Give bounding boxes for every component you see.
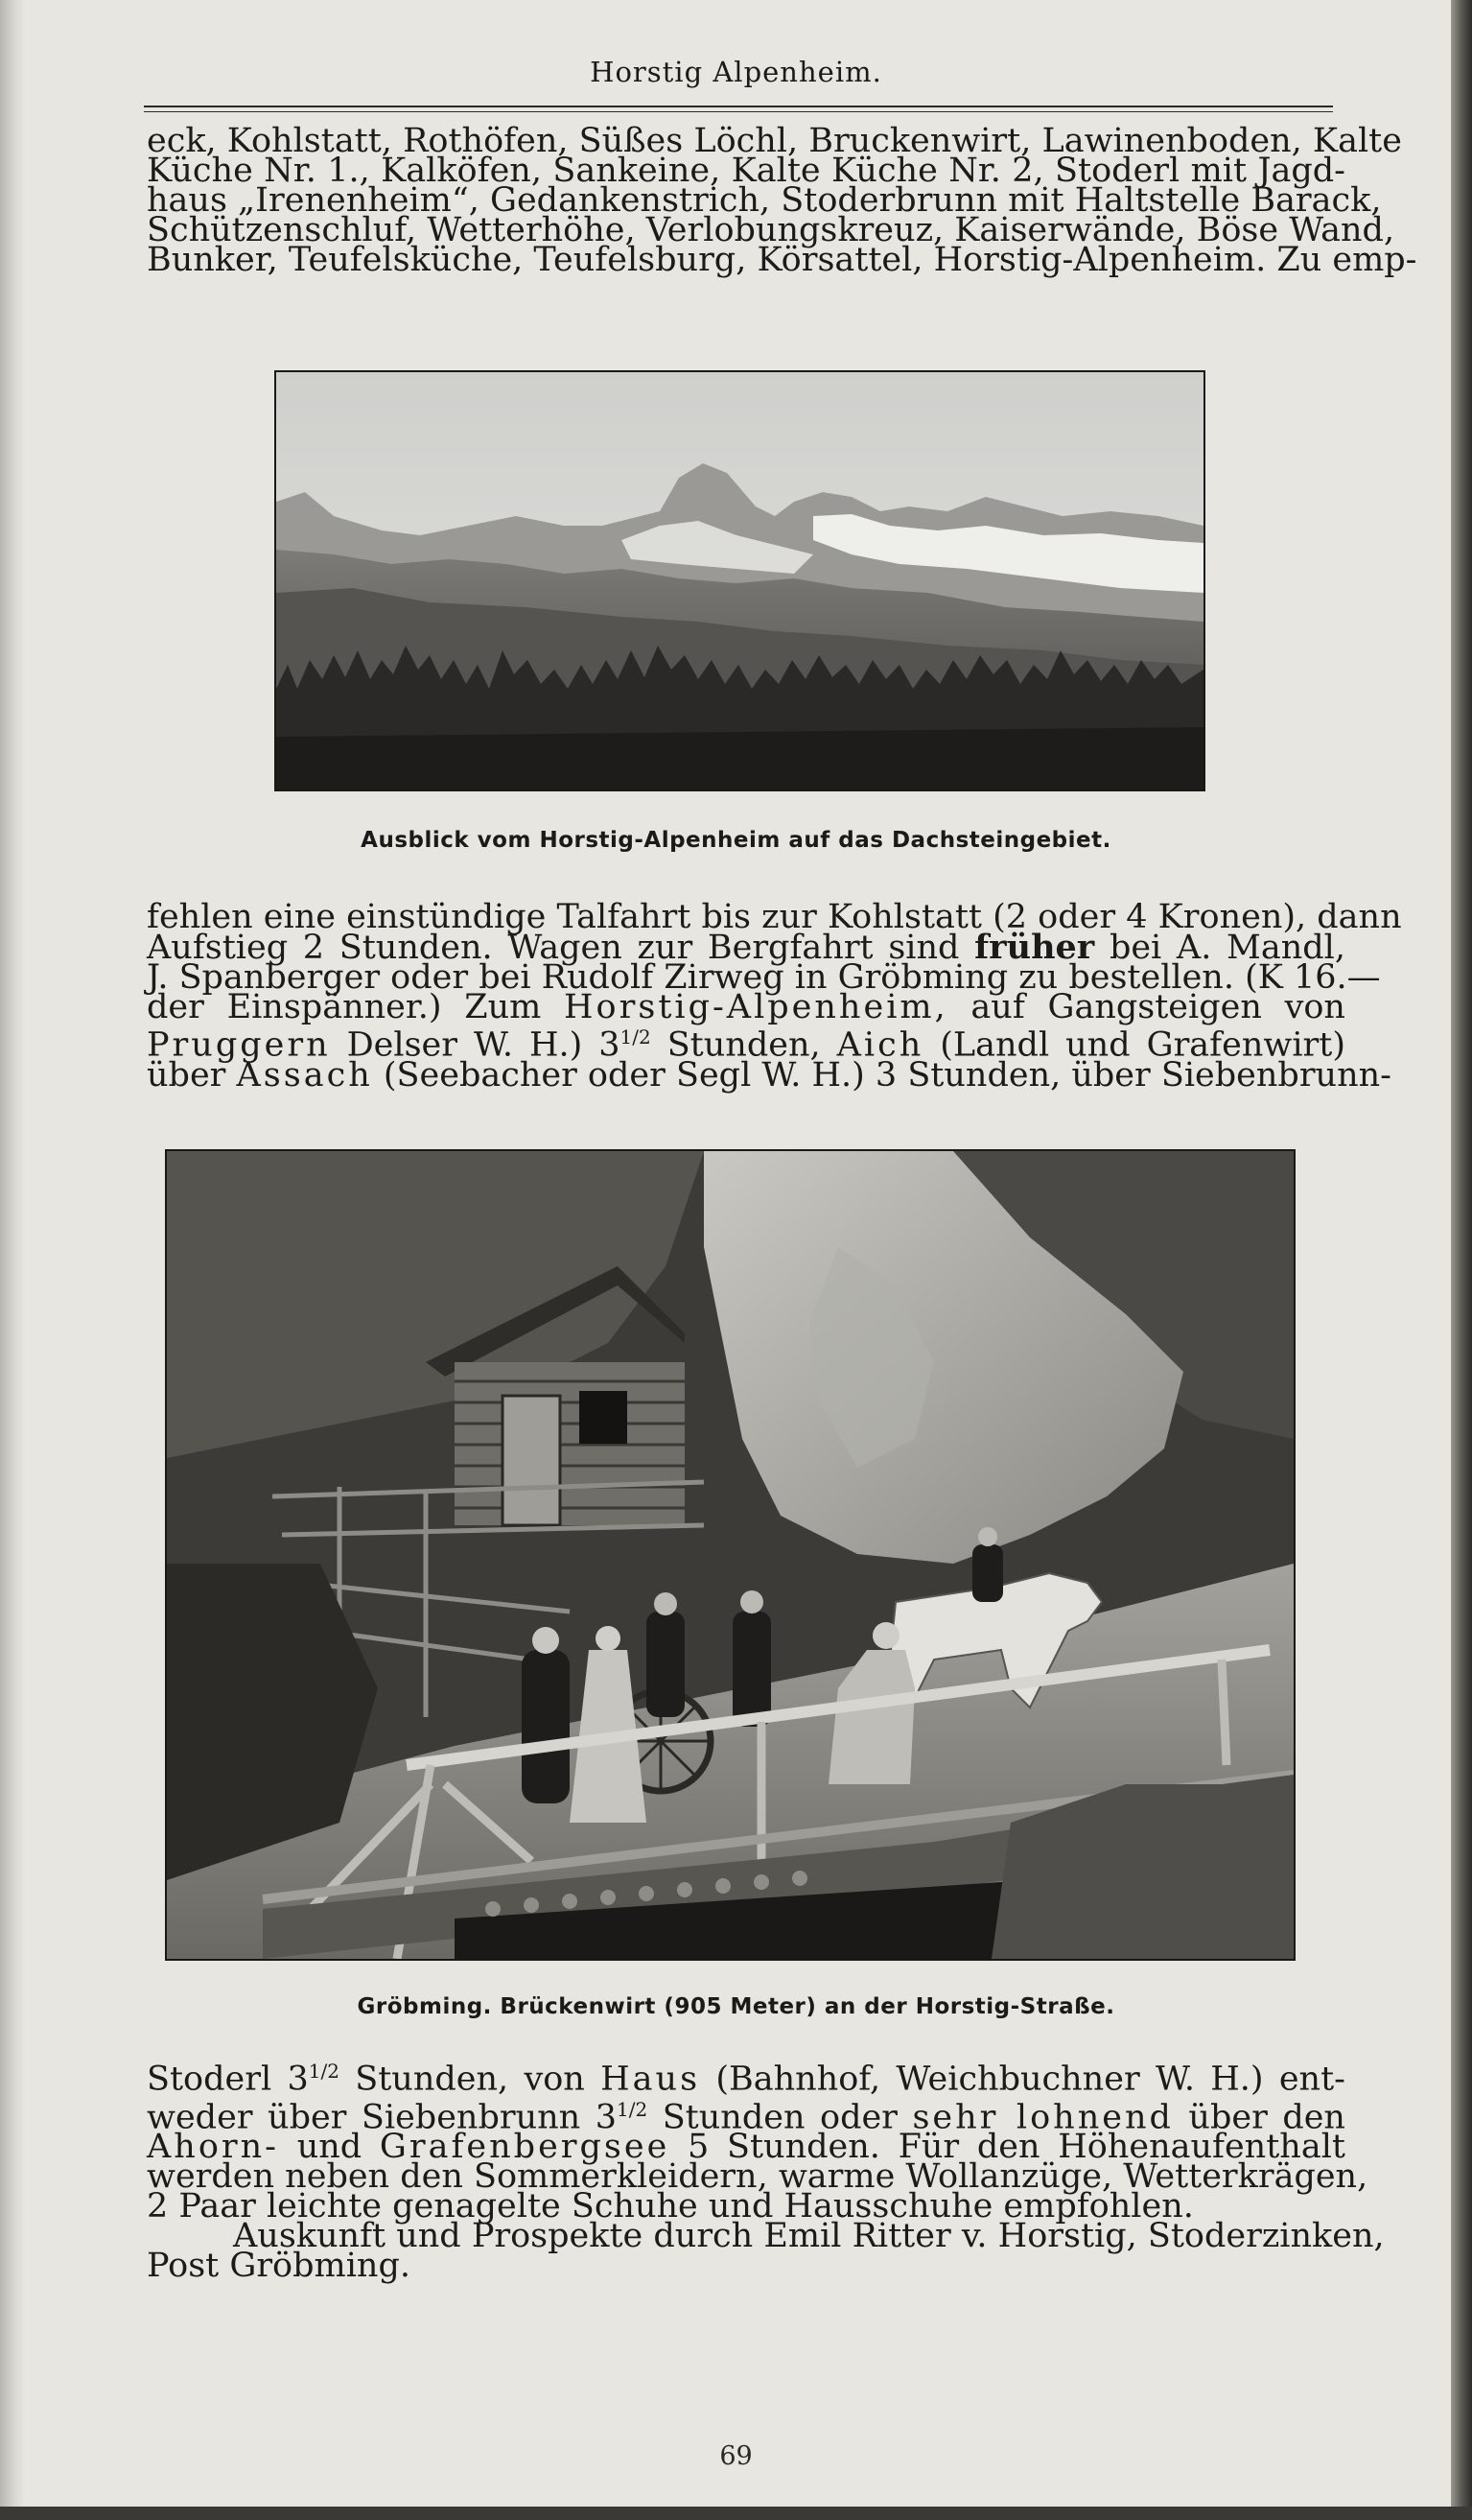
header-rule-thin [144, 111, 1333, 112]
text-segment: (Seebacher oder Segl W. H.) 3 Stunden, über Siebenbrunn- [383, 1055, 1392, 1095]
figure-2-caption: Gröbming. Brückenwirt (905 Meter) an der Horstig-Straße. [357, 1994, 1115, 2019]
text-line: Küche Nr. 1., Kalköfen, Sankeine, Kalte Küche Nr. 2, Stoderl mit Jagd- [147, 152, 1345, 190]
fraction: 1/2 [617, 2097, 648, 2121]
text-segment: und [296, 2128, 362, 2167]
text-segment: Aufstieg 2 Stunden. Wagen zur Bergfahrt sind [147, 929, 960, 967]
spaced-word: sehr lohnend [912, 2098, 1174, 2137]
spaced-word: Pruggern [147, 1025, 331, 1065]
text-segment: bei A. Mandl, [1109, 929, 1345, 967]
fraction: 1/2 [308, 2060, 339, 2083]
text-segment: Stunden, von [355, 2060, 585, 2099]
text-line: 2 Paar leichte genagelte Schuhe und Hausschuhe empfohlen. [147, 2187, 1194, 2226]
running-title: Horstig Alpenheim. [590, 56, 882, 88]
header-rule [144, 106, 1333, 107]
text-line: fehlen eine einstündige Talfahrt bis zur Kohlstatt (2 oder 4 Kronen), dann [147, 898, 1402, 936]
text-line [147, 988, 1345, 1026]
mountain-landscape-image [276, 372, 1203, 789]
text-segment: (Bahnhof, Weichbuchner W. H.) ent- [715, 2060, 1345, 2099]
text-line: Auskunft und Prospekte durch Emil Ritter v. Horstig, Stoderzinken, [233, 2217, 1385, 2256]
text-line: haus „Irenenheim“, Gedankenstrich, Stoderbrunn mit Haltstelle Barack, [147, 181, 1382, 220]
text-line [147, 2057, 1345, 2099]
spaced-word: Aich [836, 1025, 924, 1065]
paragraph-1 [147, 122, 1417, 279]
spaced-word: Ahorn- [147, 2128, 279, 2167]
spaced-word: Horstig-Alpenheim, [564, 988, 948, 1026]
text-segment: Stunden, [666, 1025, 821, 1065]
page-edge-shadow [1451, 0, 1472, 2520]
spaced-word: Assach [236, 1055, 373, 1095]
paragraph-3 [147, 2057, 1385, 2286]
text-line: eck, Kohlstatt, Rothöfen, Süßes Löchl, Bruckenwirt, Lawinenboden, Kalte [147, 122, 1402, 160]
text-line: Post Gröbming. [147, 2247, 410, 2286]
page-number: 69 [719, 2441, 753, 2471]
bridge-and-hut-image [167, 1151, 1294, 1959]
paragraph-2 [147, 898, 1402, 1095]
text-segment: weder über Siebenbrunn 3 [147, 2098, 617, 2137]
fraction: 1/2 [619, 1025, 651, 1048]
text-segment: auf Gangsteigen von [970, 988, 1345, 1026]
text-segment: Stunden oder [662, 2098, 898, 2137]
text-line: werden neben den Sommerkleidern, warme Wollanzüge, Wetterkrägen, [147, 2157, 1368, 2197]
spaced-word: Haus [600, 2060, 701, 2099]
page-bottom-edge [0, 2507, 1472, 2520]
text-segment: Stoderl 3 [147, 2060, 309, 2099]
photo-dachstein-panorama [274, 370, 1205, 791]
text-segment: über den [1188, 2098, 1345, 2137]
bold-word: früher [974, 928, 1095, 967]
photo-brueckenwirt [165, 1149, 1296, 1961]
figure-1-caption: Ausblick vom Horstig-Alpenheim auf das Dachsteingebiet. [361, 828, 1111, 853]
text-line [147, 1055, 1392, 1095]
text-segment: über [147, 1055, 226, 1095]
text-segment: 5 Stunden. Für den Höhenaufenthalt [688, 2128, 1345, 2167]
text-segment: (Landl und Grafenwirt) [940, 1025, 1345, 1065]
text-line: J. Spanberger oder bei Rudolf Zirweg in Gröbming zu bestellen. (K 16.— [147, 958, 1381, 997]
text-line: Schützenschluf, Wetterhöhe, Verlobungskreuz, Kaiserwände, Böse Wand, [147, 211, 1395, 249]
spaced-word: Grafenbergsee [379, 2128, 670, 2167]
page-spine-shadow [0, 0, 25, 2520]
text-segment: der Einspänner.) Zum [147, 988, 542, 1026]
text-line: Bunker, Teufelsküche, Teufelsburg, Körsattel, Horstig-Alpenheim. Zu emp- [147, 241, 1417, 279]
text-segment: Delser W. H.) 3 [346, 1025, 620, 1065]
